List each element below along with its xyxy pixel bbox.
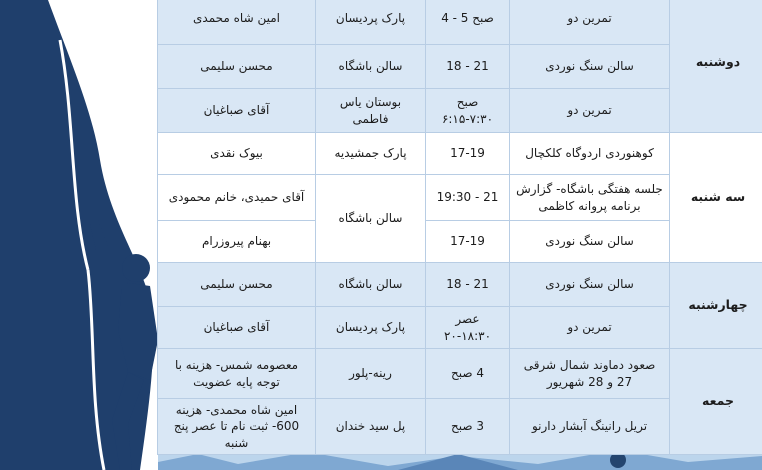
leader-cell: آقای حمیدی، خانم محمودی <box>158 175 316 221</box>
leader-cell: امین شاه محمدی <box>158 0 316 45</box>
place-cell: پارک پردیسان <box>316 307 426 349</box>
time-cell: 17-19 <box>426 221 510 263</box>
place-cell: پارک جمشیدیه <box>316 133 426 175</box>
leader-cell: آقای صباغیان <box>158 89 316 133</box>
place-cell: سالن باشگاه <box>316 175 426 263</box>
leader-cell: آقای صباغیان <box>158 307 316 349</box>
program-cell: تمرین دو <box>510 307 670 349</box>
time-cell: صبح ۷:۳۰-۶:۱۵ <box>426 89 510 133</box>
day-label-friday: جمعه <box>670 349 762 455</box>
program-cell: سالن سنگ نوردی <box>510 45 670 89</box>
day-label-monday: دوشنبه <box>670 0 762 133</box>
program-cell: تریل رانینگ آبشار دارنو <box>510 399 670 455</box>
schedule-table <box>157 0 762 455</box>
place-cell: پارک پردیسان <box>316 0 426 45</box>
time-cell: 21 - 18 <box>426 45 510 89</box>
climber-illustration <box>0 0 158 470</box>
leader-cell: امین شاه محمدی- هزینه 600- ثبت نام تا عصر پنج شنبه <box>158 399 316 455</box>
program-cell: جلسه هفتگی باشگاه- گزارش برنامه پروانه کاظمی <box>510 175 670 221</box>
day-label-wednesday: چهارشنبه <box>670 263 762 349</box>
leader-cell: محسن سلیمی <box>158 263 316 307</box>
place-cell: پل سید خندان <box>316 399 426 455</box>
leader-cell: بهنام پیروزرام <box>158 221 316 263</box>
time-cell: صبح 5 - 4 <box>426 0 510 45</box>
program-cell: کوهنوردی اردوگاه کلکچال <box>510 133 670 175</box>
table-row <box>158 0 762 45</box>
table-row <box>158 349 762 399</box>
place-cell: رینه-پلور <box>316 349 426 399</box>
place-cell: سالن باشگاه <box>316 263 426 307</box>
leader-cell: محسن سلیمی <box>158 45 316 89</box>
place-cell: بوستان یاس فاطمی <box>316 89 426 133</box>
time-cell: 4 صبح <box>426 349 510 399</box>
time-cell: 17-19 <box>426 133 510 175</box>
program-cell: تمرین دو <box>510 89 670 133</box>
program-cell: سالن سنگ نوردی <box>510 263 670 307</box>
program-cell: تمرین دو <box>510 0 670 45</box>
time-cell: عصر ۱۸:۳۰-۲۰ <box>426 307 510 349</box>
time-cell: 21 - 19:30 <box>426 175 510 221</box>
table-row <box>158 133 762 175</box>
place-cell: سالن باشگاه <box>316 45 426 89</box>
time-cell: 21 - 18 <box>426 263 510 307</box>
leader-cell: بیوک نقدی <box>158 133 316 175</box>
table-row <box>158 263 762 307</box>
time-cell: 3 صبح <box>426 399 510 455</box>
leader-cell: معصومه شمس- هزینه با توجه پایه عضویت <box>158 349 316 399</box>
program-cell: سالن سنگ نوردی <box>510 221 670 263</box>
program-cell: صعود دماوند شمال شرقی 27 و 28 شهریور <box>510 349 670 399</box>
day-label-tuesday: سه شنبه <box>670 133 762 263</box>
